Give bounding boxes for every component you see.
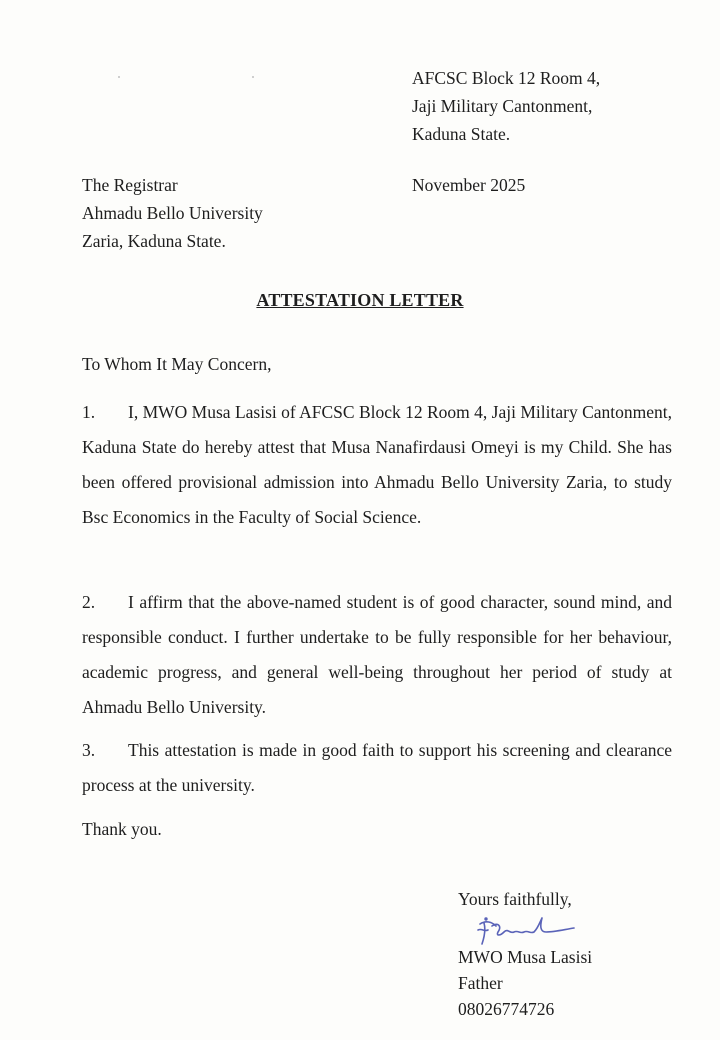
signer-block	[458, 944, 592, 1022]
signature-dot	[485, 918, 487, 920]
thanks-line: Thank you.	[82, 819, 162, 839]
sender-address-line: AFCSC Block 12 Room 4,	[412, 68, 601, 88]
paragraph	[82, 395, 672, 535]
salutation: To Whom It May Concern,	[82, 354, 272, 374]
signer-phone: 08026774726	[458, 999, 555, 1019]
recipient-line: Zaria, Kaduna State.	[82, 231, 226, 251]
scan-speck	[252, 76, 254, 78]
scan-speck	[118, 76, 120, 78]
recipient-line: Ahmadu Bello University	[82, 203, 263, 223]
paragraph-number: 3.	[82, 740, 96, 760]
paragraph-text: I, MWO Musa Lasisi of AFCSC Block 12 Room 4, Jaji Military Cantonment, Kaduna State do hereby attest that Musa Nanafirdausi Omeyi is my Child. She has been offered provisional admission into Ahmadu Bello University Zaria, to study Bsc Economics in the Faculty of Social Science.	[82, 402, 672, 527]
paragraph-number: 2.	[82, 592, 96, 612]
signature-stroke	[478, 929, 488, 930]
closing-line: Yours faithfully,	[458, 889, 572, 909]
recipient-address	[82, 171, 263, 255]
letter-title: ATTESTATION LETTER	[256, 290, 464, 310]
sender-address	[412, 64, 600, 148]
recipient-line: The Registrar	[82, 175, 178, 195]
letter-date: November 2025	[412, 175, 526, 195]
signer-name: MWO Musa Lasisi	[458, 947, 593, 967]
paragraph	[82, 733, 672, 803]
paragraph-number: 1.	[82, 402, 96, 422]
signer-role: Father	[458, 973, 503, 993]
paragraph	[82, 585, 672, 725]
sender-address-line: Kaduna State.	[412, 124, 511, 144]
sender-address-line: Jaji Military Cantonment,	[412, 96, 593, 116]
paragraph-text: This attestation is made in good faith to support his screening and clearance process at the university.	[82, 740, 672, 795]
signature-stroke	[480, 918, 574, 944]
paragraph-text: I affirm that the above-named student is of good character, sound mind, and responsible conduct. I further undertake to be fully responsible for her behaviour, academic progress, and general well-being throughout her period of study at Ahmadu Bello University.	[82, 592, 672, 717]
